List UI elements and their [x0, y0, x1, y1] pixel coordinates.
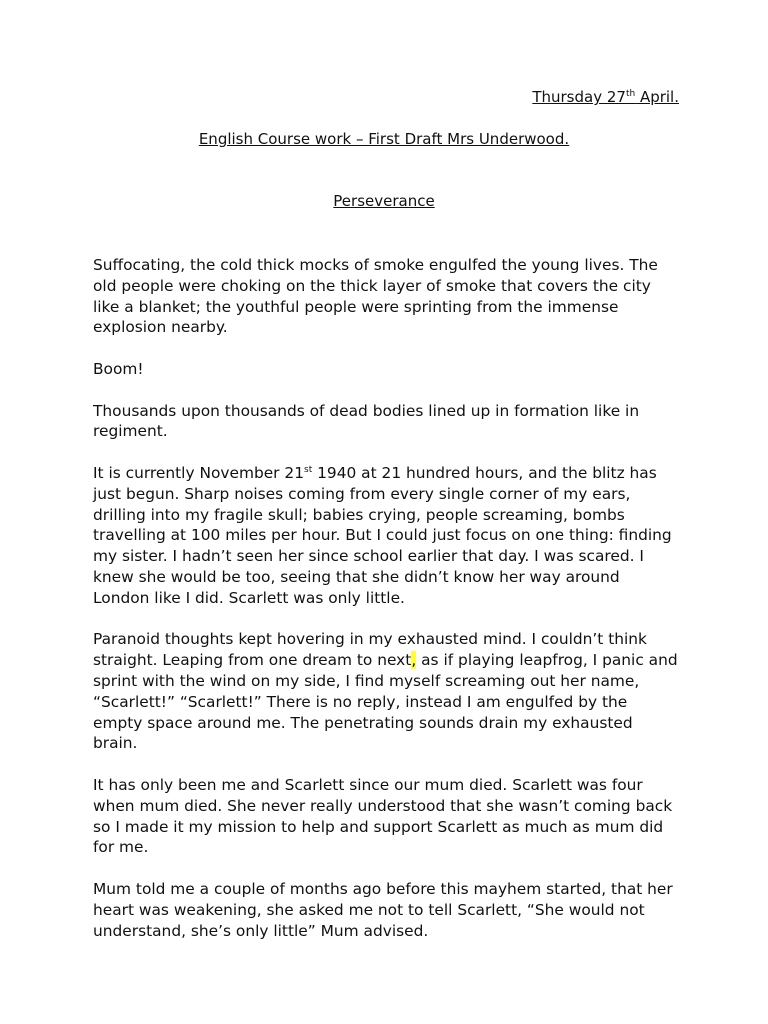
- paragraph-5-rest: as if playing leapfrog, I panic and sprint with the wind on my side, I find myself screaming out her name, “Scarlett!” “Scarlett!” There is no reply, instead I am engulfed by the empty space around me. The penetrating sounds drain my exhausted brain.: [93, 651, 678, 753]
- course-title: English Course work – First Draft Mrs Underwood.: [198, 130, 570, 148]
- essay-title: Perseverance: [333, 192, 435, 210]
- paragraph-3: Thousands upon thousands of dead bodies lined up in formation like in regiment.: [93, 401, 640, 441]
- paragraph-1: Suffocating, the cold thick mocks of smoke engulfed the young lives. The old people were choking on the thick layer of smoke that covers the city like a blanket; the youthful people were sprinting from the immense explosion nearby.: [93, 256, 658, 337]
- date-month: April.: [635, 88, 679, 106]
- paragraph-5: [93, 629, 679, 754]
- highlighted-comma: ,: [411, 651, 417, 670]
- paragraph-5-start: Paranoid thoughts kept hovering in my exhausted mind. I couldn’t think straight. Leaping from one dream to next: [93, 630, 647, 670]
- paragraph-4-start: It is currently November 21: [93, 463, 304, 482]
- date-line: [532, 88, 679, 106]
- paragraph-2: Boom!: [93, 359, 144, 378]
- paragraph-6: It has only been me and Scarlett since our mum died. Scarlett was four when mum died. She never really understood that she wasn’t coming back so I made it my mission to help and support Scarlett as much as mum did for me.: [93, 775, 673, 857]
- essay-body: [93, 255, 679, 962]
- date-day: Thursday 27: [532, 88, 626, 106]
- date-ordinal: th: [625, 89, 636, 99]
- paragraph-4-rest: 1940 at 21 hundred hours, and the blitz has just begun. Sharp noises coming from every single corner of my ears, drilling into my fragile skull; babies crying, people screaming, bombs travelling at 100 miles per hour. But I could just focus on one thing: finding my sister. I hadn’t seen her since school earlier that day. I was scared. I knew she would be too, seeing that she didn’t know her way around London like I did. Scarlett was only little.: [93, 463, 672, 607]
- paragraph-7: Mum told me a couple of months ago before this mayhem started, that her heart was weakening, she asked me not to tell Scarlett, “She would not understand, she’s only little” Mum advised.: [93, 879, 673, 940]
- paragraph-4: [93, 463, 679, 609]
- date-ordinal-superscript: st: [304, 464, 313, 475]
